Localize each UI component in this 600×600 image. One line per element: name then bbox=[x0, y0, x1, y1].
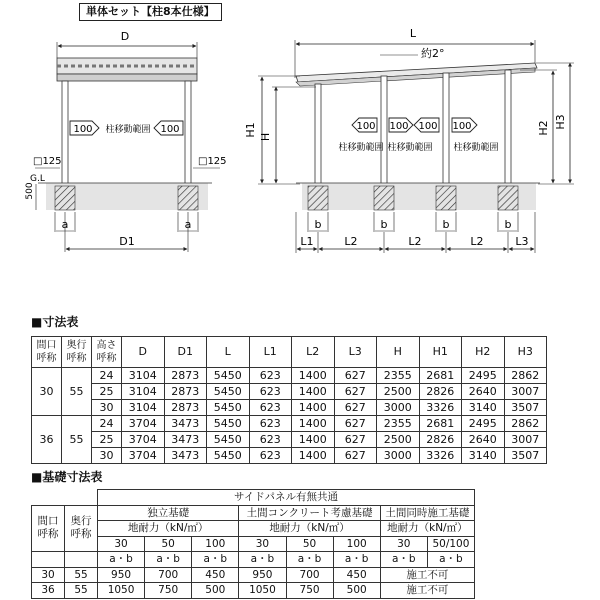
table-cell: 24 bbox=[92, 416, 122, 432]
table-cell: 2500 bbox=[377, 384, 420, 400]
table-cell: 1400 bbox=[292, 368, 335, 384]
svg-text:b: b bbox=[314, 218, 322, 231]
table-cell: 1400 bbox=[292, 400, 335, 416]
side-column-2 bbox=[381, 76, 387, 184]
ab-label: a・b bbox=[239, 552, 286, 568]
table-cell: 500 bbox=[192, 583, 239, 599]
table-cell: 623 bbox=[249, 368, 292, 384]
foundation-side-3 bbox=[436, 186, 456, 210]
table-cell: 3104 bbox=[122, 368, 165, 384]
cell-maguchi: 30 bbox=[32, 567, 65, 583]
table-cell: 2495 bbox=[462, 416, 505, 432]
table-cell: 950 bbox=[239, 567, 286, 583]
group-independent: 独立基礎 bbox=[98, 505, 239, 521]
header-d1: D1 bbox=[164, 337, 207, 368]
label-h: H bbox=[259, 132, 272, 142]
group-simultaneous: 土間同時施工基礎 bbox=[380, 505, 474, 521]
table-cell: 3473 bbox=[164, 416, 207, 432]
foundation-front-left bbox=[55, 186, 75, 210]
header-h1: H1 bbox=[419, 337, 462, 368]
label-l1: L1 bbox=[300, 235, 314, 248]
table-cell: 2826 bbox=[419, 432, 462, 448]
bearing-value: 30 bbox=[239, 536, 286, 552]
dimension-table-title: ■寸法表 bbox=[31, 315, 79, 329]
svg-text:b: b bbox=[504, 218, 512, 231]
table-cell: 5450 bbox=[207, 384, 250, 400]
table-cell: 2681 bbox=[419, 368, 462, 384]
table-cell: 627 bbox=[334, 432, 377, 448]
foundation-front-right bbox=[178, 186, 198, 210]
dimension-table-header bbox=[32, 337, 547, 368]
table-cell: 30 bbox=[92, 448, 122, 464]
cell-maguchi: 36 bbox=[32, 416, 62, 464]
label-range: 柱移動範囲 bbox=[105, 125, 151, 135]
cell-okuyuki: 55 bbox=[65, 583, 98, 599]
foundation-side-1 bbox=[308, 186, 328, 210]
common-header: サイドパネル有無共通 bbox=[98, 490, 475, 506]
cell-note: 施工不可 bbox=[380, 583, 474, 599]
label-l2-a: L2 bbox=[344, 235, 358, 248]
header-l3: L3 bbox=[334, 337, 377, 368]
header-maguchi: 間口 呼称 bbox=[32, 337, 62, 368]
table-cell: 2355 bbox=[377, 368, 420, 384]
cell-okuyuki: 55 bbox=[62, 368, 92, 416]
table-cell: 3140 bbox=[462, 400, 505, 416]
set-type-tag: 単体セット【柱8本仕様】 bbox=[79, 3, 222, 21]
label-h1: H1 bbox=[244, 122, 257, 138]
table-row bbox=[32, 432, 547, 448]
table-cell: 623 bbox=[249, 432, 292, 448]
table-row bbox=[32, 448, 547, 464]
table-cell: 25 bbox=[92, 432, 122, 448]
table-cell: 3104 bbox=[122, 384, 165, 400]
table-cell: 2640 bbox=[462, 384, 505, 400]
svg-text:100: 100 bbox=[160, 124, 180, 135]
table-cell: 2873 bbox=[164, 384, 207, 400]
header-l: L bbox=[207, 337, 250, 368]
table-cell: 30 bbox=[92, 400, 122, 416]
svg-text:柱移動範囲: 柱移動範囲 bbox=[338, 143, 384, 153]
svg-text:100: 100 bbox=[389, 121, 409, 132]
label-d1: D1 bbox=[119, 235, 135, 248]
table-cell: 623 bbox=[249, 448, 292, 464]
label-d: D bbox=[120, 30, 130, 43]
table-cell: 2862 bbox=[504, 416, 547, 432]
side-range-indicators bbox=[338, 118, 498, 153]
table-cell: 700 bbox=[145, 567, 192, 583]
table-cell: 3326 bbox=[419, 400, 462, 416]
table-cell: 623 bbox=[249, 416, 292, 432]
table-cell: 3473 bbox=[164, 432, 207, 448]
side-column-4 bbox=[505, 70, 511, 184]
table-row bbox=[32, 567, 475, 583]
label-a-right: a bbox=[184, 218, 192, 231]
table-cell: 700 bbox=[286, 567, 333, 583]
table-cell: 750 bbox=[286, 583, 333, 599]
table-cell: 3007 bbox=[504, 432, 547, 448]
side-column-1 bbox=[315, 84, 321, 184]
dimension-table bbox=[31, 336, 547, 464]
header-h3: H3 bbox=[504, 337, 547, 368]
table-cell: 627 bbox=[334, 448, 377, 464]
table-cell: 2640 bbox=[462, 432, 505, 448]
svg-text:100: 100 bbox=[452, 121, 472, 132]
header-h: H bbox=[377, 337, 420, 368]
bearing-value: 50 bbox=[145, 536, 192, 552]
table-cell: 2826 bbox=[419, 384, 462, 400]
table-row bbox=[32, 583, 475, 599]
table-row bbox=[32, 368, 547, 384]
group-slab-considered: 土間コンクリート考慮基礎 bbox=[239, 505, 380, 521]
table-cell: 950 bbox=[98, 567, 145, 583]
table-cell: 3704 bbox=[122, 448, 165, 464]
cell-maguchi: 36 bbox=[32, 583, 65, 599]
ab-label: a・b bbox=[145, 552, 192, 568]
table-cell: 2873 bbox=[164, 400, 207, 416]
table-cell: 623 bbox=[249, 384, 292, 400]
table-cell: 1400 bbox=[292, 448, 335, 464]
foundation-side-2 bbox=[374, 186, 394, 210]
header-h2: H2 bbox=[462, 337, 505, 368]
label-slope: 約2° bbox=[421, 47, 445, 60]
table-row bbox=[32, 384, 547, 400]
label-gl: G.L bbox=[30, 174, 45, 184]
table-cell: 623 bbox=[249, 400, 292, 416]
label-l2-b: L2 bbox=[408, 235, 422, 248]
ab-label: a・b bbox=[333, 552, 380, 568]
foundation-side-4 bbox=[498, 186, 518, 210]
cell-note: 施工不可 bbox=[380, 567, 474, 583]
table-cell: 3704 bbox=[122, 416, 165, 432]
table-cell: 5450 bbox=[207, 368, 250, 384]
bearing-value: 30 bbox=[98, 536, 145, 552]
table-cell: 5450 bbox=[207, 416, 250, 432]
bearing-value: 50 bbox=[286, 536, 333, 552]
table-cell: 500 bbox=[333, 583, 380, 599]
table-cell: 2873 bbox=[164, 368, 207, 384]
svg-text:柱移動範囲: 柱移動範囲 bbox=[387, 143, 433, 153]
header-l2: L2 bbox=[292, 337, 335, 368]
table-cell: 450 bbox=[192, 567, 239, 583]
table-cell: 1400 bbox=[292, 432, 335, 448]
ab-label: a・b bbox=[98, 552, 145, 568]
table-cell: 2500 bbox=[377, 432, 420, 448]
table-cell: 2495 bbox=[462, 368, 505, 384]
bearing-value: 50/100 bbox=[427, 536, 474, 552]
svg-text:柱移動範囲: 柱移動範囲 bbox=[453, 143, 499, 153]
svg-text:100: 100 bbox=[356, 121, 376, 132]
foundation-table bbox=[31, 489, 475, 599]
label-100: 100 bbox=[73, 124, 93, 135]
cell-okuyuki: 55 bbox=[65, 567, 98, 583]
side-column-3 bbox=[443, 73, 449, 184]
table-cell: 3507 bbox=[504, 400, 547, 416]
bearing-label: 地耐力（kN/㎡） bbox=[98, 521, 239, 537]
foundation-table-title: ■基礎寸法表 bbox=[31, 470, 103, 484]
bearing-value: 100 bbox=[333, 536, 380, 552]
table-cell: 25 bbox=[92, 384, 122, 400]
table-row bbox=[32, 400, 547, 416]
table-cell: 3140 bbox=[462, 448, 505, 464]
table-cell: 3507 bbox=[504, 448, 547, 464]
table-cell: 2355 bbox=[377, 416, 420, 432]
label-sq125-left: □125 bbox=[33, 156, 62, 167]
ab-label: a・b bbox=[427, 552, 474, 568]
svg-text:b: b bbox=[442, 218, 450, 231]
table-cell: 627 bbox=[334, 400, 377, 416]
label-h2: H2 bbox=[537, 120, 550, 136]
table-cell: 3326 bbox=[419, 448, 462, 464]
table-cell: 3473 bbox=[164, 448, 207, 464]
table-cell: 5450 bbox=[207, 448, 250, 464]
label-500: 500 bbox=[25, 182, 35, 200]
label-h3: H3 bbox=[554, 114, 567, 130]
table-cell: 1400 bbox=[292, 416, 335, 432]
table-cell: 2862 bbox=[504, 368, 547, 384]
label-a-left: a bbox=[61, 218, 69, 231]
table-cell: 3000 bbox=[377, 448, 420, 464]
table-cell: 450 bbox=[333, 567, 380, 583]
table-cell: 5450 bbox=[207, 400, 250, 416]
table-cell: 627 bbox=[334, 416, 377, 432]
table-cell: 3704 bbox=[122, 432, 165, 448]
bearing-value: 30 bbox=[380, 536, 427, 552]
table-cell: 5450 bbox=[207, 432, 250, 448]
label-l3: L3 bbox=[515, 235, 529, 248]
ab-label: a・b bbox=[192, 552, 239, 568]
header-l1: L1 bbox=[249, 337, 292, 368]
ab-label: a・b bbox=[380, 552, 427, 568]
front-column-left bbox=[62, 81, 68, 184]
cell-okuyuki: 55 bbox=[62, 416, 92, 464]
svg-text:100: 100 bbox=[418, 121, 438, 132]
cell-maguchi: 30 bbox=[32, 368, 62, 416]
table-row bbox=[32, 416, 547, 432]
bearing-label: 地耐力（kN/㎡） bbox=[239, 521, 380, 537]
table-cell: 1050 bbox=[98, 583, 145, 599]
label-l2-c: L2 bbox=[470, 235, 484, 248]
header-d: D bbox=[122, 337, 165, 368]
table-cell: 750 bbox=[145, 583, 192, 599]
side-bottom-dimensions bbox=[296, 212, 535, 253]
front-view bbox=[25, 30, 227, 252]
label-l: L bbox=[409, 27, 417, 40]
bearing-label: 地耐力（kN/㎡） bbox=[380, 521, 474, 537]
front-range-indicator bbox=[70, 121, 183, 135]
bearing-value: 100 bbox=[192, 536, 239, 552]
front-column-right bbox=[185, 81, 191, 184]
table-cell: 627 bbox=[334, 384, 377, 400]
label-sq125-right: □125 bbox=[198, 156, 227, 167]
header-okuyuki: 奥行 呼称 bbox=[62, 337, 92, 368]
table-cell: 3000 bbox=[377, 400, 420, 416]
side-view bbox=[244, 27, 574, 253]
svg-text:b: b bbox=[380, 218, 388, 231]
header-maguchi: 間口 呼称 bbox=[32, 505, 65, 552]
table-cell: 3007 bbox=[504, 384, 547, 400]
header-takasa: 高さ 呼称 bbox=[92, 337, 122, 368]
ab-label: a・b bbox=[286, 552, 333, 568]
table-cell: 1400 bbox=[292, 384, 335, 400]
table-cell: 627 bbox=[334, 368, 377, 384]
table-cell: 2681 bbox=[419, 416, 462, 432]
table-cell: 1050 bbox=[239, 583, 286, 599]
table-cell: 24 bbox=[92, 368, 122, 384]
header-okuyuki: 奥行 呼称 bbox=[65, 505, 98, 552]
table-cell: 3104 bbox=[122, 400, 165, 416]
